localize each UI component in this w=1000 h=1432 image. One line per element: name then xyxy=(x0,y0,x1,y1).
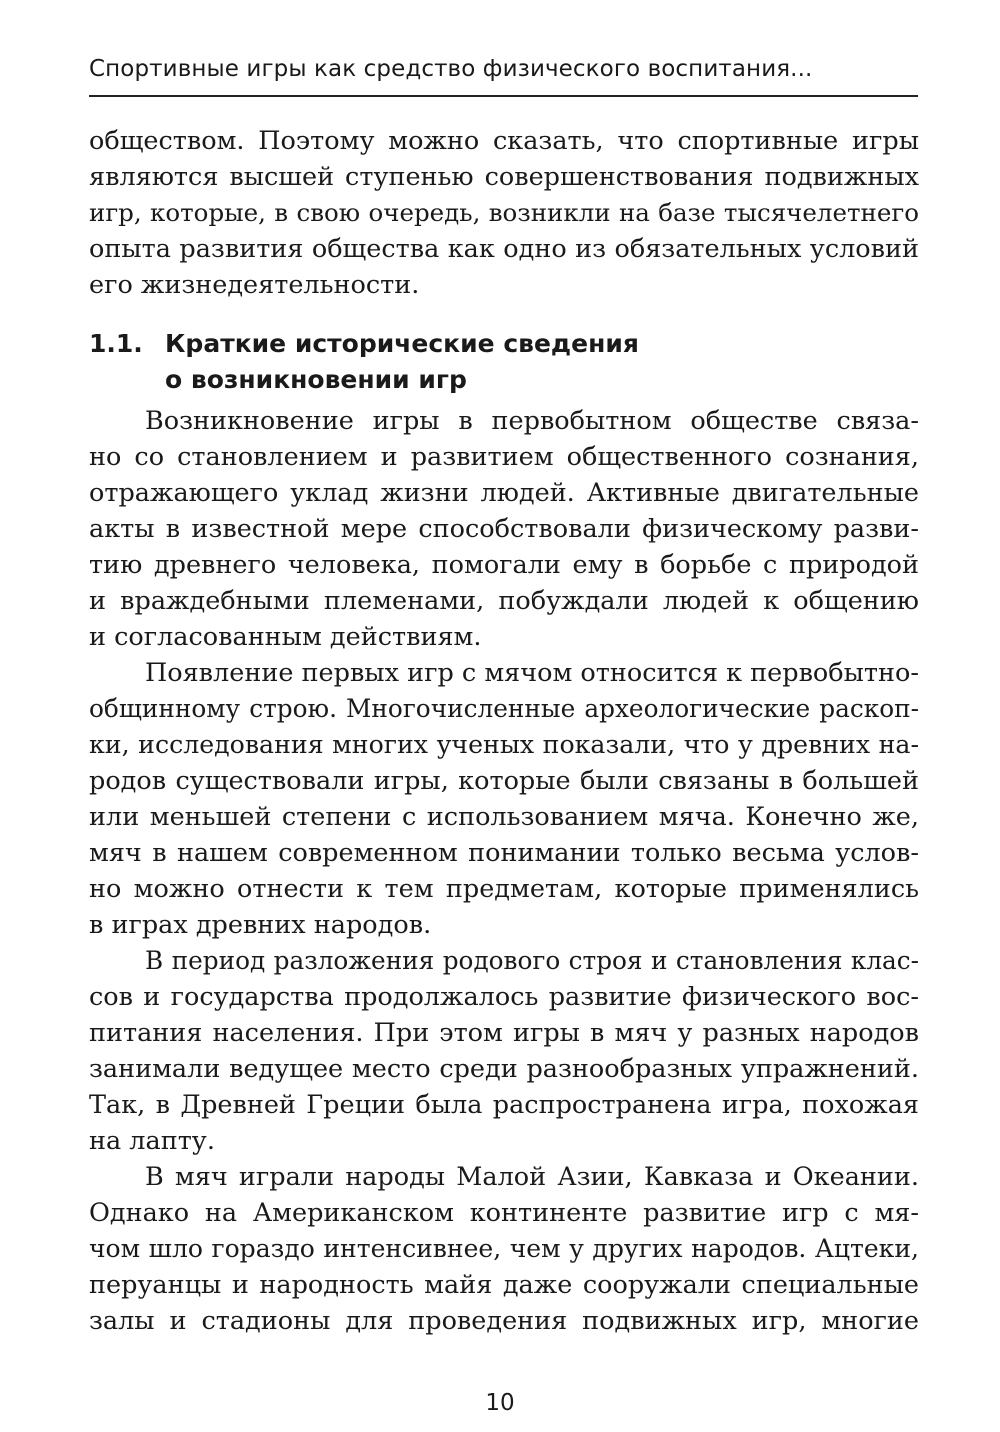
header-rule xyxy=(89,95,918,97)
text-line: акты в известной мере способствовали физическому разви- xyxy=(89,514,919,544)
text-line: но со становлением и развитием общественного сознания, xyxy=(89,442,919,472)
section-title-line: о возникновении игр xyxy=(165,365,467,394)
text-line: Однако на Американском континенте развитие игр с мя- xyxy=(89,1198,919,1228)
text-line: в играх древних народов. xyxy=(89,910,432,940)
text-line: ки, исследования многих ученых показали, что у древних на- xyxy=(89,730,919,759)
text-line: игр, которые, в свою очередь, возникли на базе тысячелетнего xyxy=(89,198,919,227)
text-line: или меньшей степени с использованием мяча. Конечно же, xyxy=(89,802,919,832)
text-line: В мяч играли народы Малой Азии, Кавказа и Океании. xyxy=(145,1162,919,1192)
section-number: 1.1. xyxy=(89,329,143,358)
text-line: перуанцы и народность майя даже сооружали специальные xyxy=(89,1270,919,1300)
text-line: его жизнедеятельности. xyxy=(89,270,420,300)
text-line: питания населения. При этом игры в мяч у разных народов xyxy=(89,1018,919,1048)
text-line: общинному строю. Многочисленные археологические раскоп- xyxy=(89,694,919,723)
text-line: мяч в нашем современном понимании только весьма услов- xyxy=(89,838,919,868)
text-line: родов существовали игры, которые были связаны в большей xyxy=(89,766,919,796)
text-line: Появление первых игр с мячом относится к первобытно- xyxy=(145,658,919,688)
text-line: и враждебными племенами, побуждали людей к общению xyxy=(89,586,919,616)
text-line: являются высшей ступенью совершенствования подвижных xyxy=(89,162,919,192)
text-line: на лапту. xyxy=(89,1126,215,1156)
text-line: Возникновение игры в первобытном обществе связа- xyxy=(145,406,919,436)
running-header: Спортивные игры как средство физического воспитания... xyxy=(89,56,813,82)
text-line: сов и государства продолжалось развитие физического вос- xyxy=(89,982,919,1012)
text-line: чом шло гораздо интенсивнее, чем у других народов. Ацтеки, xyxy=(89,1234,919,1263)
text-line: Так, в Древней Греции была распространена игра, похожая xyxy=(89,1090,919,1120)
page-number: 10 xyxy=(485,1390,515,1416)
text-line: залы и стадионы для проведения подвижных игр, многие xyxy=(89,1306,919,1336)
text-line: В период разложения родового строя и становления клас- xyxy=(145,946,919,975)
text-line: но можно отнести к тем предметам, которые применялись xyxy=(89,874,919,904)
text-line: обществом. Поэтому можно сказать, что спортивные игры xyxy=(89,126,919,156)
section-title-line: Краткие исторические сведения xyxy=(165,329,639,358)
text-line: опыта развития общества как одно из обязательных условий xyxy=(89,234,919,264)
text-line: занимали ведущее место среди разнообразных упражнений. xyxy=(89,1054,919,1084)
text-line: тию древнего человека, помогали ему в борьбе с природой xyxy=(89,550,919,580)
text-line: отражающего уклад жизни людей. Активные двигательные xyxy=(89,478,919,508)
text-line: и согласованным действиям. xyxy=(89,622,482,652)
